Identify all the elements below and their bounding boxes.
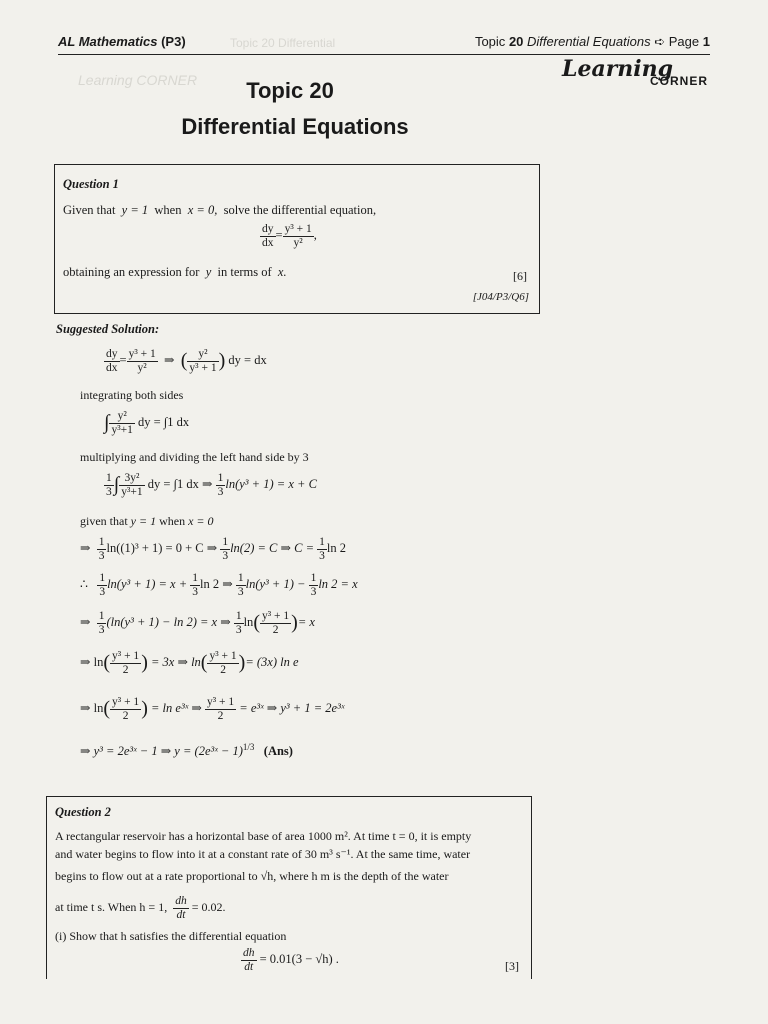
question-1-box <box>54 164 540 314</box>
question-2-part-i: (i) Show that h satisfies the differential equation <box>55 929 287 943</box>
solution-line-6: ⇒ $\frac{1}{3}$ (ln(y³ + 1) − ln 2) = x ⇒ $\frac{1}{3}$ ln( $\frac{\text{y³ + 1}}{2}$ )= x <box>80 610 315 636</box>
solution-line-2: ∫ $\frac{\text{y²}}{\text{y³+1}}$ dy = ∫1 dx <box>104 410 190 436</box>
step-multiply: multiplying and dividing the left hand side by 3 <box>80 450 309 464</box>
question-1-reference: [J04/P3/Q6] <box>472 291 529 303</box>
question-1-heading: Question 1 <box>63 177 119 191</box>
page-locator: Topic 20 Differential Equations ➪ Page 1 <box>474 34 710 49</box>
question-2-text-4: at time t s. When h = 1, $\frac{dh}{dt}$ = 0.02. <box>55 895 226 921</box>
question-2-text-1: A rectangular reservoir has a horizontal base of area 1000 m². At time t = 0, it is empty <box>55 829 472 843</box>
solution-line-3: $\frac{1}{3}$ ∫ $\frac{\text{3y²}}{\text{y³+1}}$ dy = ∫1 dx ⇒ $\frac{1}{3}$ ln(y³ + 1) = x + C <box>106 472 317 498</box>
solution-heading: Suggested Solution: <box>56 322 160 336</box>
solution-line-9: ⇒ y³ = 2e³ˣ − 1 ⇒ y = (2e³ˣ − 1)$^{1/3}$ (Ans) <box>80 742 293 759</box>
question-2-box <box>46 796 532 979</box>
solution-line-8: ⇒ ln( $\frac{\text{y³ + 1}}{2}$ ) = ln e³ˣ ⇒ $\frac{\text{y³ + 1}}{2}$ = e³ˣ ⇒ y³ + 1 = 2e³ˣ <box>80 696 345 722</box>
solution-line-5: ∴ $\frac{1}{3}$ ln(y³ + 1) = x + $\frac{1}{3}$ ln 2 ⇒ $\frac{1}{3}$ ln(y³ + 1) − $\frac{1}{3}$ ln 2 = x <box>80 572 358 598</box>
bleed-through-text: Topic 20 Differential <box>230 36 336 50</box>
question-2-heading: Question 2 <box>55 805 111 819</box>
question-2-marks: [3] <box>505 959 519 973</box>
bleed-through-logo: Learning CORNER <box>78 72 198 88</box>
course-label: AL Mathematics (P3) <box>58 34 186 49</box>
question-2-equation: $\frac{dh}{dt}$ = 0.01(3 − √h) . <box>243 947 339 973</box>
question-2-text-2: and water begins to flow into it at a constant rate of 30 m³ s⁻¹. At the same time, water <box>55 847 471 861</box>
question-1-equation: $\frac{dy}{dx}$ = $\frac{\text{y³ + 1}}{\text{y²}}$ , <box>262 223 317 249</box>
solution-line-7: ⇒ ln( $\frac{\text{y³ + 1}}{2}$ ) = 3x ⇒ ln( $\frac{\text{y³ + 1}}{2}$ )= (3x) ln e <box>80 650 299 676</box>
page-subtitle: Differential Equations <box>181 114 409 139</box>
step-integrate: integrating both sides <box>80 388 184 402</box>
question-1-instruction: obtaining an expression for y in terms of x. <box>63 265 287 279</box>
page-title: Topic 20 <box>246 78 334 103</box>
question-2-text-3: begins to flow out at a rate proportional to √h, where h m is the depth of the water <box>55 869 449 883</box>
step-initial-condition: given that y = 1 when x = 0 <box>80 514 214 528</box>
question-1-given: Given that y = 1 when x = 0, solve the differential equation, <box>63 203 377 217</box>
arrow-icon: ➪ <box>654 34 666 49</box>
learning-corner-logo: Learning CORNER <box>562 56 709 88</box>
question-1-marks: [6] <box>513 269 527 283</box>
solution-line-4: ⇒ $\frac{1}{3}$ ln((1)³ + 1) = 0 + C ⇒ $\frac{1}{3}$ ln(2) = C ⇒ C = $\frac{1}{3}$ ln 2 <box>80 536 347 562</box>
running-header <box>58 30 710 55</box>
solution-line-1: $\frac{dy}{dx}$ = $\frac{\text{y³ + 1}}{\text{y²}}$ ⇒ ( $\frac{\text{y²}}{\text{y³ + 1}}$ ) dy = dx <box>106 348 267 374</box>
